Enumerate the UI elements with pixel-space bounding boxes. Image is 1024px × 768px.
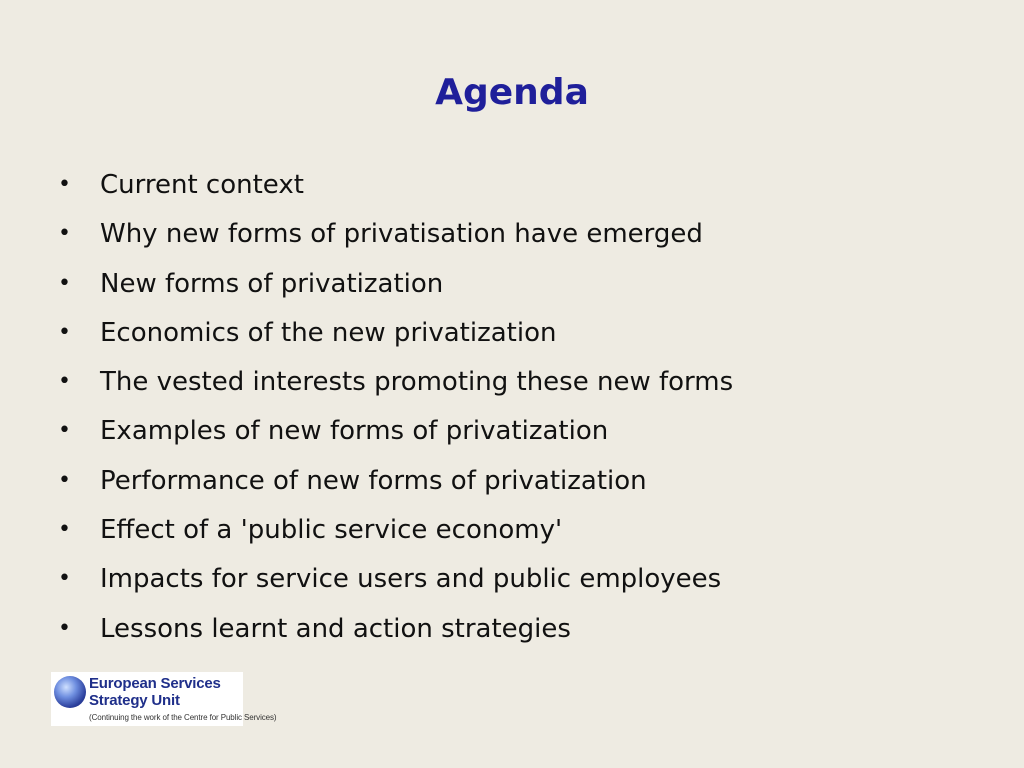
list-item: [58, 164, 988, 213]
agenda-item-text: Economics of the new privatization: [100, 317, 557, 348]
agenda-item-text: Examples of new forms of privatization: [100, 416, 609, 447]
bullet-icon: •: [58, 221, 71, 247]
logo-tagline: (Continuing the work of the Centre for Public Services): [89, 713, 277, 722]
logo-line-2: Strategy Unit: [89, 692, 180, 709]
list-item: [58, 509, 988, 558]
slide-title: Agenda: [435, 72, 589, 113]
esu-logo: [51, 672, 277, 726]
bullet-icon: •: [58, 369, 71, 395]
bullet-icon: •: [58, 319, 71, 345]
list-item: [58, 460, 988, 509]
bullet-icon: •: [58, 172, 71, 197]
agenda-item-text: Effect of a 'public service economy': [100, 515, 563, 546]
agenda-item-text: Impacts for service users and public employees: [100, 564, 722, 595]
list-item: [58, 213, 988, 262]
list-item: [58, 312, 988, 361]
list-item: [58, 361, 988, 410]
bullet-icon: •: [58, 566, 71, 592]
bullet-icon: •: [58, 418, 71, 444]
agenda-item-text: Why new forms of privatisation have emerged: [100, 219, 703, 250]
agenda-item-text: The vested interests promoting these new forms: [100, 367, 734, 398]
list-item: [58, 263, 988, 312]
agenda-item-text: Lessons learnt and action strategies: [100, 613, 571, 644]
agenda-item-text: New forms of privatization: [100, 268, 444, 299]
agenda-list: [58, 164, 988, 657]
bullet-icon: •: [58, 615, 71, 641]
list-item: [58, 558, 988, 607]
agenda-item-text: Current context: [100, 170, 304, 200]
globe-icon: [54, 676, 86, 708]
list-item: [58, 410, 988, 459]
logo-line-1: European Services: [89, 675, 221, 692]
list-item: [58, 608, 988, 657]
bullet-icon: •: [58, 517, 71, 543]
agenda-item-text: Performance of new forms of privatization: [100, 465, 647, 496]
bullet-icon: •: [58, 270, 71, 296]
bullet-icon: •: [58, 467, 71, 493]
